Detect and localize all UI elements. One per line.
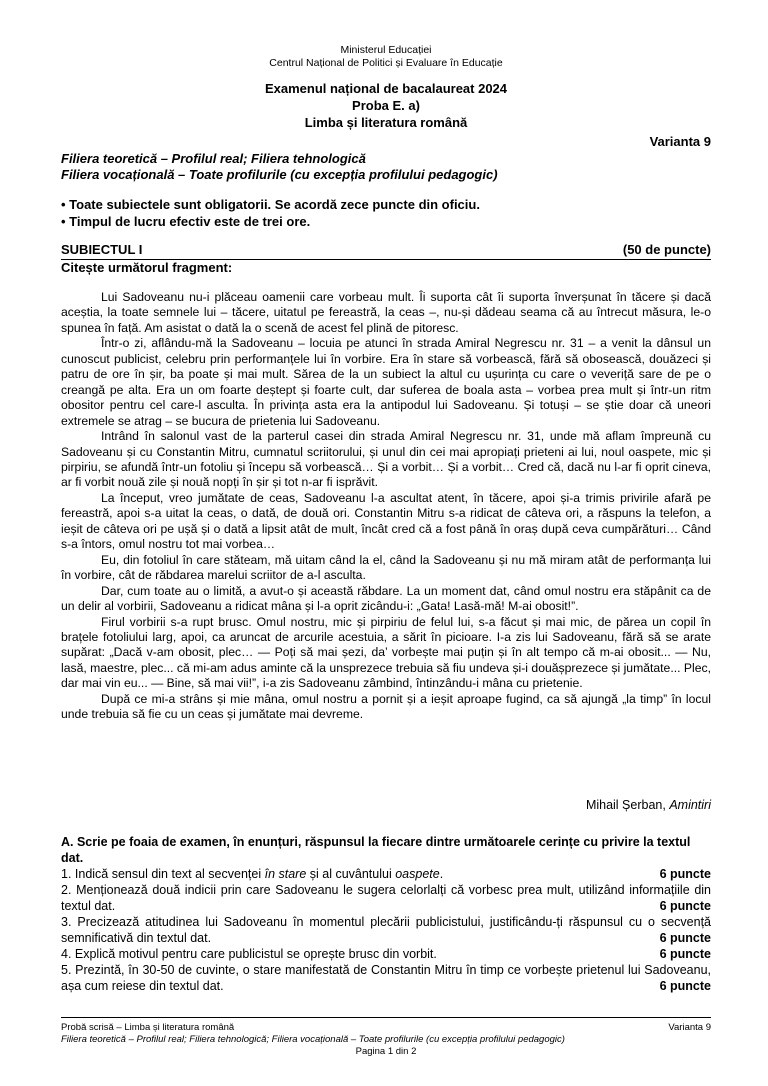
ministry-header (61, 44, 711, 70)
exam-rules (61, 196, 711, 230)
subject-heading (61, 242, 711, 260)
section-a (61, 834, 711, 994)
fragment-paragraph: Dar, cum toate au o limită, a avut-o și această răbdare. La un moment dat, când omul nostru era stăpânit ca de un delir al vorbirii, Sadoveanu a ridicat mâna și l-a oprit zicându-i: „Gata! Lasă-mă! M-ai obosit!”. (61, 583, 711, 614)
requirement-text-part: . (439, 867, 444, 881)
requirement-item (61, 962, 711, 994)
source-author: Mihail Șerban, (585, 798, 666, 812)
requirement-item (61, 866, 711, 882)
requirement-italic: oaspete (395, 867, 440, 881)
fragment-paragraph: Lui Sadoveanu nu-i plăceau oamenii care vorbeau mult. Îi suporta cât îi suporta înverșunat în tăcere și dacă aceștia, la toate semnele lui – tăcere, uitatul pe fereastră, la ceas –, nu-și dădeau seama că au întrecut măsura, le-o spunea în față. Am asistat o dată la o scenă de acest fel plină de pitoresc. (61, 290, 711, 335)
filiera-block (61, 151, 711, 183)
exam-title-block (61, 80, 711, 131)
fragment-paragraph: Într-o zi, aflându-mă la Sadoveanu – locuia pe atunci în strada Amiral Negrescu nr. 31 – a venit la dânsul un cunoscut publicist, celebru prin performanțele lui în vorbire. Era în stare să vorbească, fără să obosească, douăzeci și patru de ore în șir, ba poate și mai mult. Sărea de la un subiect la altul cu ușurința cu care o veveriță sare de pe o creangă pe alta. Era un om foarte deștept și foarte cult, dar suferea de boala asta – vorbea prea mult și într-un ritm obositor pentru cel care-l asculta. În privința asta era la antipodul lui Sadoveanu. Și totuși – se știe doar că uneori extremele se atrag – se bucura de prietenia lui Sadoveanu. (61, 336, 711, 428)
exam-subject: Limba și literatura română (304, 115, 468, 130)
fragment-paragraph: Intrând în salonul vast de la parterul casei din strada Amiral Negrescu nr. 31, unde mă aflam împreună cu Sadoveanu și cu Constantin Mitru, cumnatul scriitorului, și unul din cei mai apropiați prieteni ai lui, noul oaspete, mic și pirpiriu, se afundă într-un fotoliu și începu să vorbească… Și a vorbit… Și a vorbit… Cred că, dacă nu l-ar fi oprit cineva, ar fi vorbit nouă zile și nouă nopți în șir și tot n-ar fi isprăvit. (61, 429, 711, 490)
requirement-points: 6 puncte (659, 867, 711, 881)
requirement-item (61, 914, 711, 946)
requirement-italic: în stare (264, 867, 307, 881)
ministry-name: Ministerul Educației (340, 44, 432, 56)
footer-variant: Varianta 9 (668, 1022, 711, 1033)
footer-left: Probă scrisă – Limba și literatura română (61, 1022, 235, 1033)
requirement-points: 6 puncte (659, 899, 711, 913)
footer-filiera: Filiera teoretică – Profilul real; Filiera tehnologică; Filiera vocațională – Toate profilurile (cu excepția profilului pedagogic) (61, 1034, 565, 1045)
requirement-text-part: și al cuvântului (306, 867, 396, 881)
requirement-text-part: 1. Indică sensul din text al secvenței (61, 867, 265, 881)
center-name: Centrul Național de Politici și Evaluare în Educație (269, 57, 503, 69)
filiera-line-1: Filiera teoretică – Profilul real; Filiera tehnologică (61, 151, 366, 166)
requirement-points: 6 puncte (659, 931, 711, 945)
text-fragment (61, 290, 711, 723)
requirement-text: 4. Explică motivul pentru care publicistul se oprește brusc din vorbit. (61, 947, 437, 961)
requirement-text: 5. Prezintă, în 30-50 de cuvinte, o stare manifestată de Constantin Mitru în timp ce vorbește prietenul lui Sadoveanu, așa cum reiese din textul dat. (61, 963, 711, 993)
rule-item: • Timpul de lucru efectiv este de trei ore. (61, 214, 311, 229)
requirement-text: 2. Menționează două indicii prin care Sadoveanu le sugera celorlalți că vorbesc prea mult, utilizând informațiile din textul dat. (61, 883, 711, 913)
variant-label: Varianta 9 (649, 134, 711, 149)
fragment-paragraph: Firul vorbirii s-a rupt brusc. Omul nostru, mic și pirpiriu de felul lui, s-a făcut și mai mic, de părea un copil în brațele fotoliului larg, apoi, ca aruncat de arcurile acestuia, a sărit în picioare. I-a zis lui Sadoveanu, fără să se arate supărat: „Dacă v-am obosit, plec… — Poți să mai șezi, da’ vorbește mai puțin și în alt tempo că m-ai obosit... — Nu, lasă, maestre, plec... că mi-am adus aminte că la unsprezece trebuia să fiu undeva și-i douășprezece și jumătate... Plec, dar mai vin eu... — Bine, să mai vii!”, i-a zis Sadoveanu zâmbind, întinzându-i mâna cu prietenie. (61, 614, 711, 691)
requirement-item (61, 882, 711, 914)
subject-points: (50 de puncte) (622, 242, 711, 257)
source-citation (586, 798, 711, 812)
reading-instruction: Citește următorul fragment: (61, 260, 233, 275)
fragment-paragraph: Eu, din fotoliul în care stăteam, mă uitam când la el, când la Sadoveanu și nu mă miram atât de performanța lui în vorbire, cât de răbdarea marelui scriitor de a-l asculta. (61, 552, 711, 583)
requirement-text: 3. Precizează atitudinea lui Sadoveanu în momentul plecării publicistului, justificându-ți răspunsul cu o secvență semnificativă din textul dat. (61, 915, 711, 945)
requirement-points: 6 puncte (659, 947, 711, 961)
section-a-title: A. Scrie pe foaia de examen, în enunțuri, răspunsul la fiecare dintre următoarele cerințe cu privire la textul dat. (61, 835, 691, 865)
requirement-item (61, 946, 711, 962)
fragment-paragraph: După ce mi-a strâns și mie mâna, omul nostru a pornit și a ieșit aproape fugind, ca să ajungă „la timp” în locul unde trebuia să fie cu un ceas și jumătate mai devreme. (61, 691, 711, 722)
exam-title: Examenul național de bacalaureat 2024 (264, 81, 508, 96)
filiera-line-2: Filiera vocațională – Toate profilurile (cu excepția profilului pedagogic) (61, 167, 498, 182)
rule-item: • Toate subiectele sunt obligatorii. Se acordă zece puncte din oficiu. (61, 197, 480, 212)
source-work: Amintiri (669, 798, 711, 812)
requirement-points: 6 puncte (659, 979, 711, 993)
fragment-paragraph: La început, vreo jumătate de ceas, Sadoveanu l-a ascultat atent, în tăcere, apoi și-a trimis privirile afară pe fereastră, apoi s-a uitat la ceas, o dată, de două ori. Constantin Mitru s-a ridicat de câteva ori, a răspuns la telefon, a ieșit de câteva ori pe ușă și o dată a lipsit atât de mult, încât cred că a fost până în oraș după ceva cumpărături… Când s-a întors, omul nostru tot mai vorbea… (61, 490, 711, 552)
exam-proba: Proba E. a) (352, 98, 420, 113)
footer-page-number: Pagina 1 din 2 (355, 1046, 417, 1057)
footer-row (61, 1022, 711, 1034)
subject-name: SUBIECTUL I (61, 242, 143, 257)
page-footer (61, 1017, 711, 1058)
